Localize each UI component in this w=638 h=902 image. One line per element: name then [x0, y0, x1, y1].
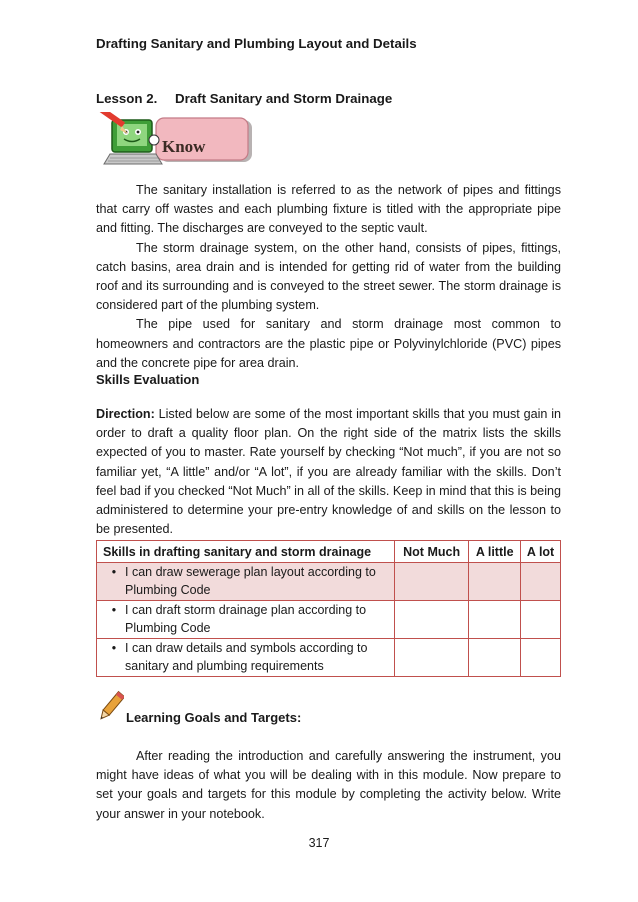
- learning-goals-label: Learning Goals and Targets:: [126, 710, 302, 725]
- page-header: Drafting Sanitary and Plumbing Layout and Details: [96, 36, 417, 51]
- cell-a-lot[interactable]: [521, 601, 561, 639]
- goals-text: [96, 747, 561, 824]
- header-skills: Skills in drafting sanitary and storm drainage: [97, 541, 395, 563]
- cell-a-lot[interactable]: [521, 639, 561, 677]
- direction-body: Listed below are some of the most important skills that you must gain in order to draft a quality floor plan. On the right side of the matrix lists the skills expected of you to master. Rate yourself by checking “Not much”, if you are not so familiar yet, “A little” and/or “A lot”, if you are already familiar with the skills. Don’t feel bad if you checked “Not Much” in all of the skills. Keep in mind that this is being administered to determine your pre-entry knowledge of and skills on the lesson to be presented.: [96, 407, 562, 537]
- cell-a-little[interactable]: [469, 601, 521, 639]
- cell-not-much[interactable]: [395, 601, 469, 639]
- intro-paragraph-1: The sanitary installation is referred to as the network of pipes and fittings that carry off wastes and each plumbing fixture is titled with the appropriate pipe and fitting. The discharges are conveyed to the septic vault.: [96, 183, 561, 236]
- intro-text: [96, 181, 561, 373]
- table-row: [97, 639, 561, 677]
- skill-text: I can draw details and symbols according to sanitary and plumbing requirements: [125, 641, 368, 673]
- cell-a-little[interactable]: [469, 639, 521, 677]
- cell-a-lot[interactable]: [521, 563, 561, 601]
- pencil-icon: [96, 690, 124, 726]
- lesson-title: Draft Sanitary and Storm Drainage: [175, 91, 393, 106]
- know-label: Know: [162, 137, 206, 156]
- bullet-icon: •: [111, 603, 117, 617]
- direction-text: [96, 405, 561, 539]
- direction-label: Direction:: [96, 407, 155, 421]
- intro-paragraph-3: The pipe used for sanitary and storm drainage most common to homeowners and contractors are the plastic pipe or Polyvinylchloride (PVC) pipes and the concrete pipe for area drain.: [96, 317, 561, 370]
- page-number: 317: [308, 836, 330, 850]
- bullet-icon: •: [111, 565, 117, 579]
- lesson-number: Lesson 2.: [96, 91, 158, 106]
- cell-a-little[interactable]: [469, 563, 521, 601]
- goals-paragraph: After reading the introduction and carefully answering the instrument, you might have ideas of what you will be dealing with in this module. Now prepare to set your goals and targets for this module by completing the activity below. Write your answer in your notebook.: [96, 749, 561, 821]
- skills-evaluation-heading: Skills Evaluation: [96, 372, 200, 387]
- learning-goals-heading: [96, 690, 396, 728]
- table-row: [97, 601, 561, 639]
- header-a-little: A little: [469, 541, 521, 563]
- cell-not-much[interactable]: [395, 563, 469, 601]
- know-banner: [96, 112, 256, 168]
- header-not-much: Not Much: [395, 541, 469, 563]
- matrix-header-row: [97, 541, 561, 563]
- computer-with-pencil-icon: [96, 112, 256, 168]
- skill-text: I can draw sewerage plan layout according to Plumbing Code: [125, 565, 376, 597]
- bullet-icon: •: [111, 641, 117, 655]
- cell-not-much[interactable]: [395, 639, 469, 677]
- lesson-heading: [96, 91, 393, 106]
- intro-paragraph-2: The storm drainage system, on the other hand, consists of pipes, fittings, catch basins, area drain and is intended for getting rid of water from the building roof and its surrounding and is conveyed to the street sewer. The storm drainage is considered part of the plumbing system.: [96, 240, 561, 313]
- header-a-lot: A lot: [521, 541, 561, 563]
- skill-text: I can draft storm drainage plan according to Plumbing Code: [125, 603, 367, 635]
- table-row: [97, 563, 561, 601]
- skills-matrix: [96, 540, 561, 677]
